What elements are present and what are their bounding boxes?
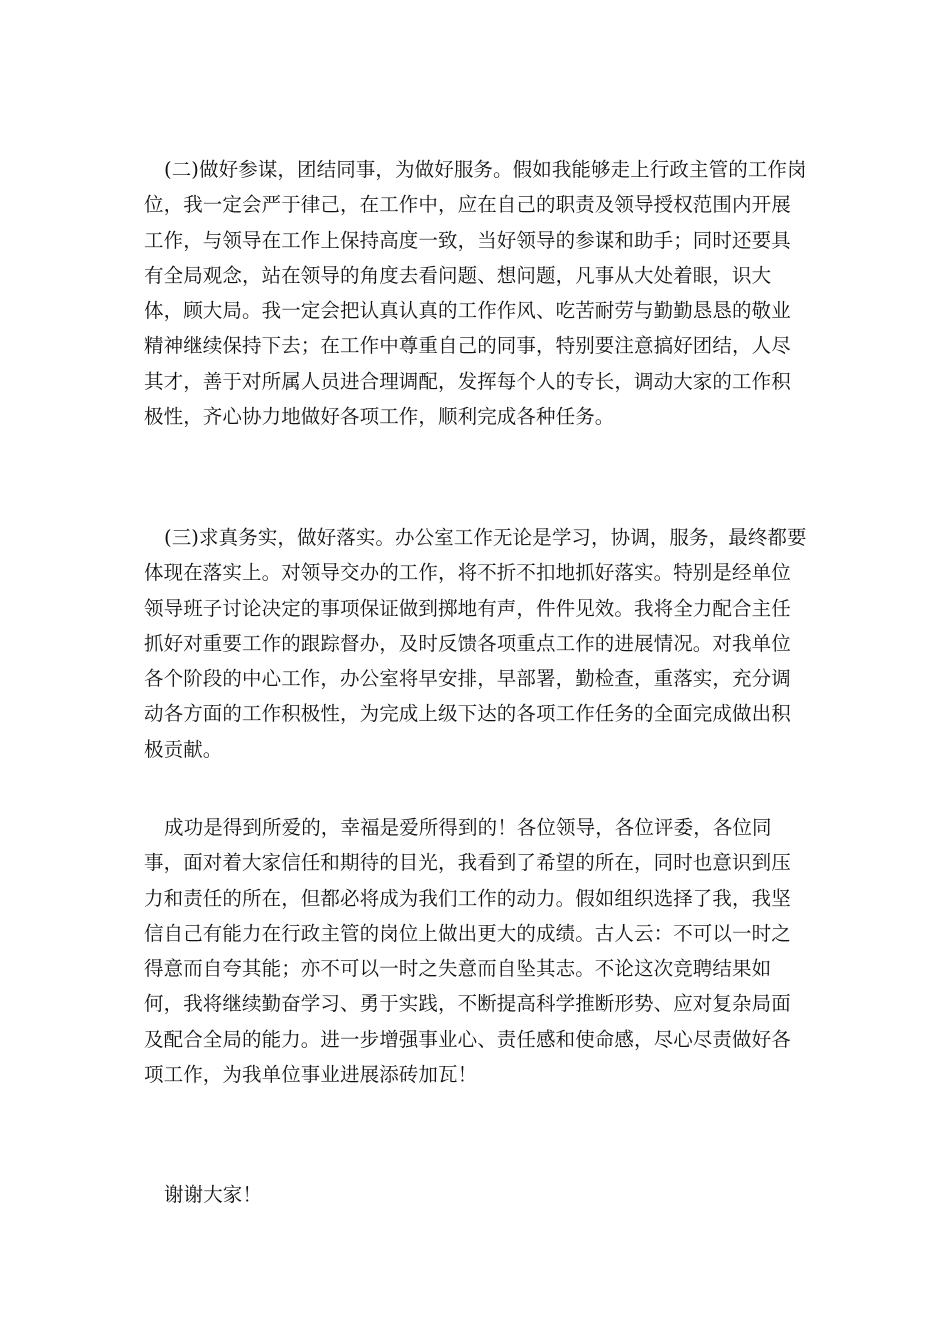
paragraph-thank-you: 谢谢大家！ xyxy=(164,1183,263,1206)
paragraph-seek-truth-implementation: (三)求真务实，做好落实。办公室工作无论是学习，协调，服务，最终都要体现在落实上。对领导交办的工作，将不折不扣地抓好落实。特别是经单位领导班子讨论决定的事项保证做到掷地有声，件件见效。我将全力配合主任抓好对重要工作的跟踪督办，及时反馈各项重点工作的进展情况。对我单位各个阶段的中心工作，办公室将早安排，早部署，勤检查，重落实，充分调动各方面的工作积极性，为完成上级下达的各项工作任务的全面完成做出积极贡献。 xyxy=(144,526,807,761)
paragraph-do-good-staff-work: (二)做好参谋，团结同事，为做好服务。假如我能够走上行政主管的工作岗位，我一定会严于律己，在工作中，应在自己的职责及领导授权范围内开展工作，与领导在工作上保持高度一致，当好领导的参谋和助手；同时还要具有全局观念，站在领导的角度去看问题、想问题，凡事从大处着眼，识大体，顾大局。我一定会把认真认真的工作作风、吃苦耐劳与勤勤恳恳的敬业精神继续保持下去；在工作中尊重自己的同事，特别要注意搞好团结，人尽其才，善于对所属人员进合理调配，发挥每个人的专长，调动大家的工作积极性，齐心协力地做好各项工作，顺利完成各种任务。 xyxy=(144,158,807,429)
paragraph-closing-statement: 成功是得到所爱的，幸福是爱所得到的！各位领导，各位评委，各位同事，面对着大家信任和期待的目光，我看到了希望的所在，同时也意识到压力和责任的所在，但都必将成为我们工作的动力。假如组织选择了我，我坚信自己有能力在行政主管的岗位上做出更大的成绩。古人云：不可以一时之得意而自夸其能；亦不可以一时之失意而自坠其志。不论这次竞聘结果如何，我将继续勤奋学习、勇于实践，不断提高科学推断形势、应对复杂局面及配合全局的能力。进一步增强事业心、责任感和使命感，尽心尽责做好各项工作，为我单位事业进展添砖加瓦！ xyxy=(144,816,791,1087)
